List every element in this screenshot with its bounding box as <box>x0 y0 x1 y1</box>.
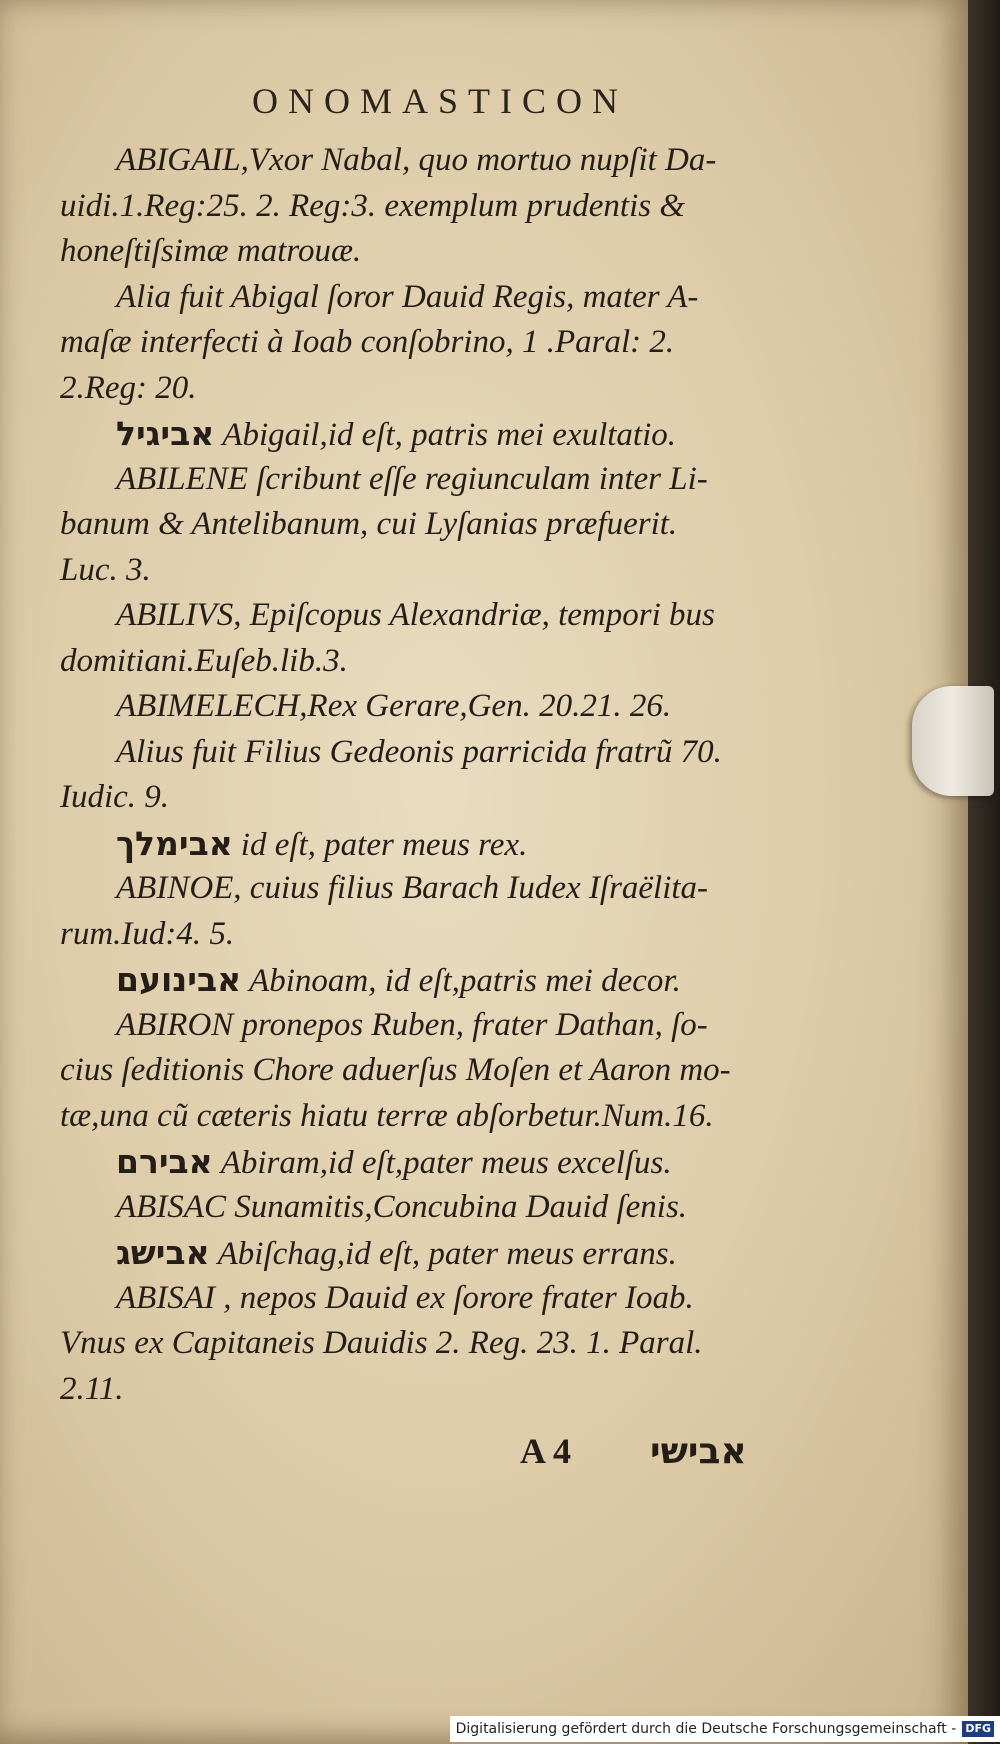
hebrew-word: אביגיל <box>116 414 215 453</box>
entry-gloss: Abiſchag,id eſt, pater meus errans. <box>217 1236 677 1272</box>
book-edge <box>968 0 1000 1744</box>
entry-line <box>60 1230 800 1276</box>
entry-line: rum.Iud:4. 5. <box>60 915 235 952</box>
entry-line: cius ſeditionis Chore aduerſus Moſen et Aaron mo- <box>60 1052 731 1088</box>
page-clip <box>912 686 994 796</box>
entry-line <box>60 821 800 867</box>
entry-line: ABINOE, cuius filius Barach Iudex Iſraëlita- <box>116 870 709 906</box>
entry-line: ABISAI , nepos Dauid ex ſorore frater Ioab. <box>116 1279 694 1316</box>
entry-line: Vnus ex Capitaneis Dauidis 2. Reg. 23. 1. Paral. <box>60 1325 703 1361</box>
entry-line: ABISAC Sunamitis,Concubina Dauid ſenis. <box>116 1188 688 1225</box>
entry-line <box>60 411 800 457</box>
entry-line: Alia fuit Abigal ſoror Dauid Regis, mater A- <box>116 278 699 315</box>
entry-line: honeſtiſsimæ matrouæ. <box>60 233 362 269</box>
entry-line: 2.11. <box>60 1370 124 1407</box>
entry-line: Alius fuit Filius Gedeonis parricida fratrũ 70. <box>116 733 722 770</box>
signature-mark: A 4 <box>520 1431 572 1471</box>
entry-line <box>60 1139 800 1185</box>
entry-line: banum & Antelibanum, cui Lyſanias præfuerit. <box>60 506 678 542</box>
dfg-logo-icon: DFG <box>962 1721 994 1737</box>
entry-line: uidi.1.Reg:25. 2. Reg:3. exemplum prudentis & <box>60 187 686 224</box>
digitization-credit <box>450 1716 1000 1742</box>
entry-gloss: Abigail,id eſt, patris mei exultatio. <box>222 417 676 453</box>
credit-text: Digitalisierung gefördert durch die Deutsche Forschungsgemeinschaft - <box>455 1721 957 1737</box>
page-footer <box>520 1430 800 1472</box>
entry-line: ABIGAIL,Vxor Nabal, quo mortuo nupſit Da- <box>116 142 717 178</box>
entry-gloss: Abinoam, id eſt,patris mei decor. <box>249 963 681 999</box>
entry-line: tæ,una cũ cæteris hiatu terræ abſorbetur.Num.16. <box>60 1097 714 1134</box>
hebrew-word: אבימלך <box>116 823 233 863</box>
entry-line <box>60 957 800 1003</box>
entry-line: ABILIVS, Epiſcopus Alexandriæ, tempori bus <box>116 597 715 633</box>
entry-line: ABILENE ſcribunt eſſe regiunculam inter Li- <box>116 460 708 497</box>
page-title: ONOMASTICON <box>251 81 628 121</box>
entry-line: maſæ interfecti à Ioab conſobrino, 1 .Paral: 2. <box>60 324 675 360</box>
entry-line: ABIMELECH,Rex Gerare,Gen. 20.21. 26. <box>116 688 672 724</box>
hebrew-word: אבישג <box>116 1233 210 1272</box>
entry-line: 2.Reg: 20. <box>60 369 197 406</box>
entry-line: Iudic. 9. <box>60 779 170 815</box>
entry-line: Luc. 3. <box>60 551 151 588</box>
entry-line: ABIRON pronepos Ruben, frater Dathan, ſo- <box>116 1006 708 1043</box>
entry-gloss: id eſt, pater meus rex. <box>240 826 528 863</box>
catchword: אבישי <box>650 1431 747 1472</box>
hebrew-word: אבירם <box>116 1142 213 1181</box>
hebrew-word: אבינועם <box>116 960 242 999</box>
entry-line: domitiani.Euſeb.lib.3. <box>60 642 348 679</box>
entry-gloss: Abiram,id eſt,pater meus excelſus. <box>220 1145 672 1181</box>
page-body <box>60 138 800 1412</box>
